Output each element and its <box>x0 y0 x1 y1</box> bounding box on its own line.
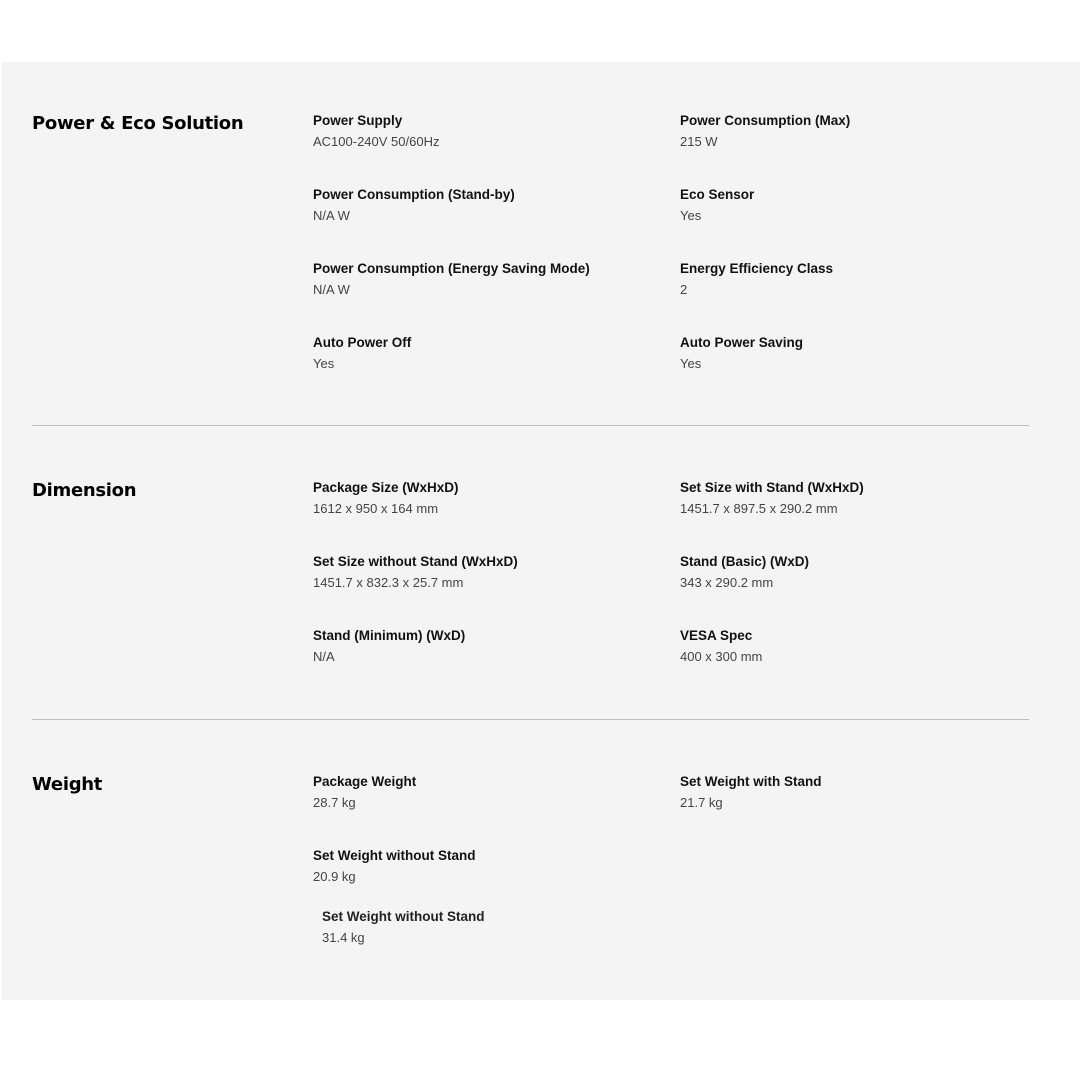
spec-label: VESA Spec <box>680 628 753 643</box>
spec-auto-power-saving <box>680 335 803 372</box>
spec-label: Set Weight without Stand <box>313 848 476 863</box>
spec-value: Yes <box>680 356 702 371</box>
spec-energy-efficiency-class <box>680 261 833 298</box>
spec-label: Stand (Basic) (WxD) <box>680 554 810 569</box>
spec-label: Set Size without Stand (WxHxD) <box>313 554 518 569</box>
spec-value: 20.9 kg <box>313 869 356 884</box>
spec-set-weight-without-stand-overlay <box>322 909 485 946</box>
spec-label: Stand (Minimum) (WxD) <box>313 628 466 643</box>
spec-stand-minimum <box>313 628 465 665</box>
spec-value: 400 x 300 mm <box>680 649 763 664</box>
spec-set-weight-with-stand <box>680 774 822 811</box>
spec-value: N/A W <box>313 282 350 297</box>
spec-set-weight-without-stand <box>313 848 476 885</box>
spec-label: Energy Efficiency Class <box>680 261 834 276</box>
spec-power-supply <box>313 113 439 150</box>
spec-label: Auto Power Saving <box>680 335 804 350</box>
spec-package-size <box>313 480 459 517</box>
spec-stand-basic <box>680 554 809 591</box>
spec-power-consumption-max <box>680 113 850 150</box>
spec-power-consumption-energy-saving <box>313 261 590 298</box>
spec-value: N/A <box>313 649 335 664</box>
spec-panel <box>2 62 1080 1000</box>
spec-value: 28.7 kg <box>313 795 356 810</box>
spec-label: Power Supply <box>313 113 403 128</box>
spec-value: N/A W <box>313 208 350 223</box>
spec-label: Power Consumption (Max) <box>680 113 851 128</box>
spec-auto-power-off <box>313 335 411 372</box>
spec-set-size-without-stand <box>313 554 518 591</box>
spec-label: Auto Power Off <box>313 335 412 350</box>
spec-value: 21.7 kg <box>680 795 723 810</box>
spec-label: Power Consumption (Stand-by) <box>313 187 515 202</box>
spec-power-consumption-standby <box>313 187 515 224</box>
spec-value: 1451.7 x 897.5 x 290.2 mm <box>680 501 838 516</box>
section-title-weight: Weight <box>32 774 103 795</box>
spec-label: Set Weight without Stand <box>322 909 485 924</box>
spec-label: Set Weight with Stand <box>680 774 822 789</box>
spec-value: 31.4 kg <box>322 930 365 945</box>
spec-label: Package Weight <box>313 774 417 789</box>
section-divider <box>32 425 1029 426</box>
spec-value: 1612 x 950 x 164 mm <box>313 501 439 516</box>
spec-label: Package Size (WxHxD) <box>313 480 459 495</box>
spec-package-weight <box>313 774 416 811</box>
spec-value: 343 x 290.2 mm <box>680 575 774 590</box>
spec-value: 1451.7 x 832.3 x 25.7 mm <box>313 575 464 590</box>
spec-value: 2 <box>680 282 688 297</box>
spec-eco-sensor <box>680 187 754 224</box>
spec-vesa-spec <box>680 628 762 665</box>
section-title-power-eco: Power & Eco Solution <box>32 113 244 134</box>
spec-value: Yes <box>680 208 702 223</box>
spec-label: Eco Sensor <box>680 187 755 202</box>
spec-value: AC100-240V 50/60Hz <box>313 134 440 149</box>
section-divider <box>32 719 1029 720</box>
spec-set-size-with-stand <box>680 480 864 517</box>
section-title-dimension: Dimension <box>32 480 137 501</box>
spec-value: 215 W <box>680 134 718 149</box>
spec-label: Set Size with Stand (WxHxD) <box>680 480 864 495</box>
spec-label: Power Consumption (Energy Saving Mode) <box>313 261 590 276</box>
spec-value: Yes <box>313 356 335 371</box>
